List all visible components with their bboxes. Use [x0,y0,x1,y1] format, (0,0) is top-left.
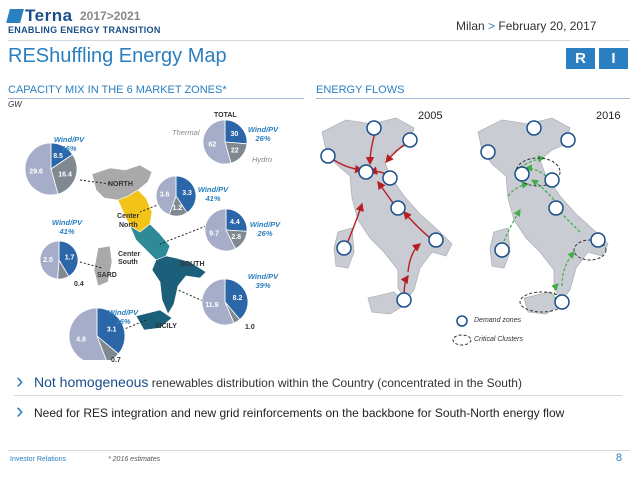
brand-years: 2017>2021 [80,9,141,23]
wind-label-sicily: Wind/PV 36% [107,308,139,326]
south-hydro-value: 1.0 [245,324,255,331]
year-2005-label: 2005 [418,110,443,122]
legend-critical-label: Critical Clusters [474,336,524,343]
footer-note: * 2016 estimates [108,456,161,463]
sard-hydro-value: 0.4 [74,281,84,288]
wind-label-north: Wind/PV 16% [53,135,85,153]
region-center-north-label-1: Center [117,213,140,220]
pie-value-total-thermal: 62 [208,141,217,149]
page-title: REShuffling Energy Map [8,45,227,67]
pie-value-sicily-wind: 3.1 [106,326,117,334]
wind-label-south: Wind/PV 39% [247,272,279,290]
flows-heading-rule [316,98,630,99]
badge-i: I [599,48,628,69]
pie-value-sard-wind: 1.7 [64,254,75,262]
header-divider [8,40,630,41]
pie-value-sicily-thermal: 4.8 [76,336,86,344]
wind-label-center-north: Wind/PV 41% [197,185,229,203]
pie-value-center-north-thermal: 3.6 [159,191,170,199]
hydro-label: Hydro [252,155,273,164]
ri-badge [566,48,630,69]
region-north-label: NORTH [108,181,133,188]
year-2016-label: 2016 [596,110,621,122]
pie-value-sard-thermal: 2.0 [43,257,53,265]
region-center-north-label-2: North [119,222,138,229]
region-center-south-label-2: South [118,259,138,266]
pie-value-south-thermal: 11.9 [205,302,219,310]
pie-value-north-hydro: 16.4 [58,171,72,179]
pie-value-center-south-hydro: 2.8 [231,234,242,242]
page-number: 8 [616,452,623,464]
capacity-heading: CAPACITY MIX IN THE 6 MARKET ZONES* [8,84,227,96]
region-sard-label: SARD [97,272,117,279]
unit-label: GW [8,100,22,109]
pie-center-south [205,209,247,251]
brand-tagline: ENABLING ENERGY TRANSITION [8,25,161,35]
thermal-label: Thermal [172,128,200,137]
wind-label-center-south: Wind/PV 26% [249,220,281,238]
region-south-label: SOUTH [180,261,205,268]
pie-value-south-wind: 8.2 [232,294,243,302]
footer-investor-relations: Investor Relations [10,456,67,463]
pie-value-center-north-hydro: 1.2 [172,205,183,212]
pie-value-total-wind: 30 [230,130,239,138]
legend-demand-icon [457,316,467,326]
bullet-divider [14,395,622,396]
bullet-2: Need for RES integration and new grid reinforcements on the backbone for South-North energy flow [34,406,565,420]
italy-2016-map [478,118,608,314]
italy-2005-map [322,118,452,314]
legend-demand-label: Demand zones [474,317,522,324]
sicily-hydro-value: 0.7 [111,357,121,364]
total-label: TOTAL [214,112,237,119]
brand-logo: Terna [8,6,73,26]
wind-label-total: Wind/PV 26% [247,125,279,143]
pie-value-center-south-wind: 4.4 [230,219,240,227]
italy-sardinia-zone [94,246,112,286]
capacity-heading-rule [8,98,304,99]
pie-value-north-thermal: 29.6 [29,168,43,176]
pie-center-north [156,176,196,216]
bullet-chevron-icon-1: › [16,368,24,393]
legend-critical-icon [453,335,471,345]
footer-divider [8,450,630,451]
date-line: Milan > February 20, 2017 [456,19,597,33]
badge-r: R [566,48,595,69]
region-sicily-label: SICILY [155,323,177,330]
pie-sard [40,241,78,279]
bullet-1: Not homogeneous renewables distribution within the Country (concentrated in the South) [34,374,522,390]
region-center-south-label-1: Center [118,251,141,258]
pie-value-center-south-thermal: 9.7 [209,230,219,238]
pie-value-north-wind: 8.5 [53,153,63,161]
pie-value-total-hydro: 22 [230,147,239,155]
flows-heading: ENERGY FLOWS [316,84,405,96]
pie-south [202,279,248,325]
bullet-chevron-icon-2: › [16,398,24,423]
pie-total [203,120,247,164]
pie-value-center-north-wind: 3.3 [182,190,192,198]
terna-logo-icon [6,9,24,23]
wind-label-sard: Wind/PV 41% [51,218,83,236]
